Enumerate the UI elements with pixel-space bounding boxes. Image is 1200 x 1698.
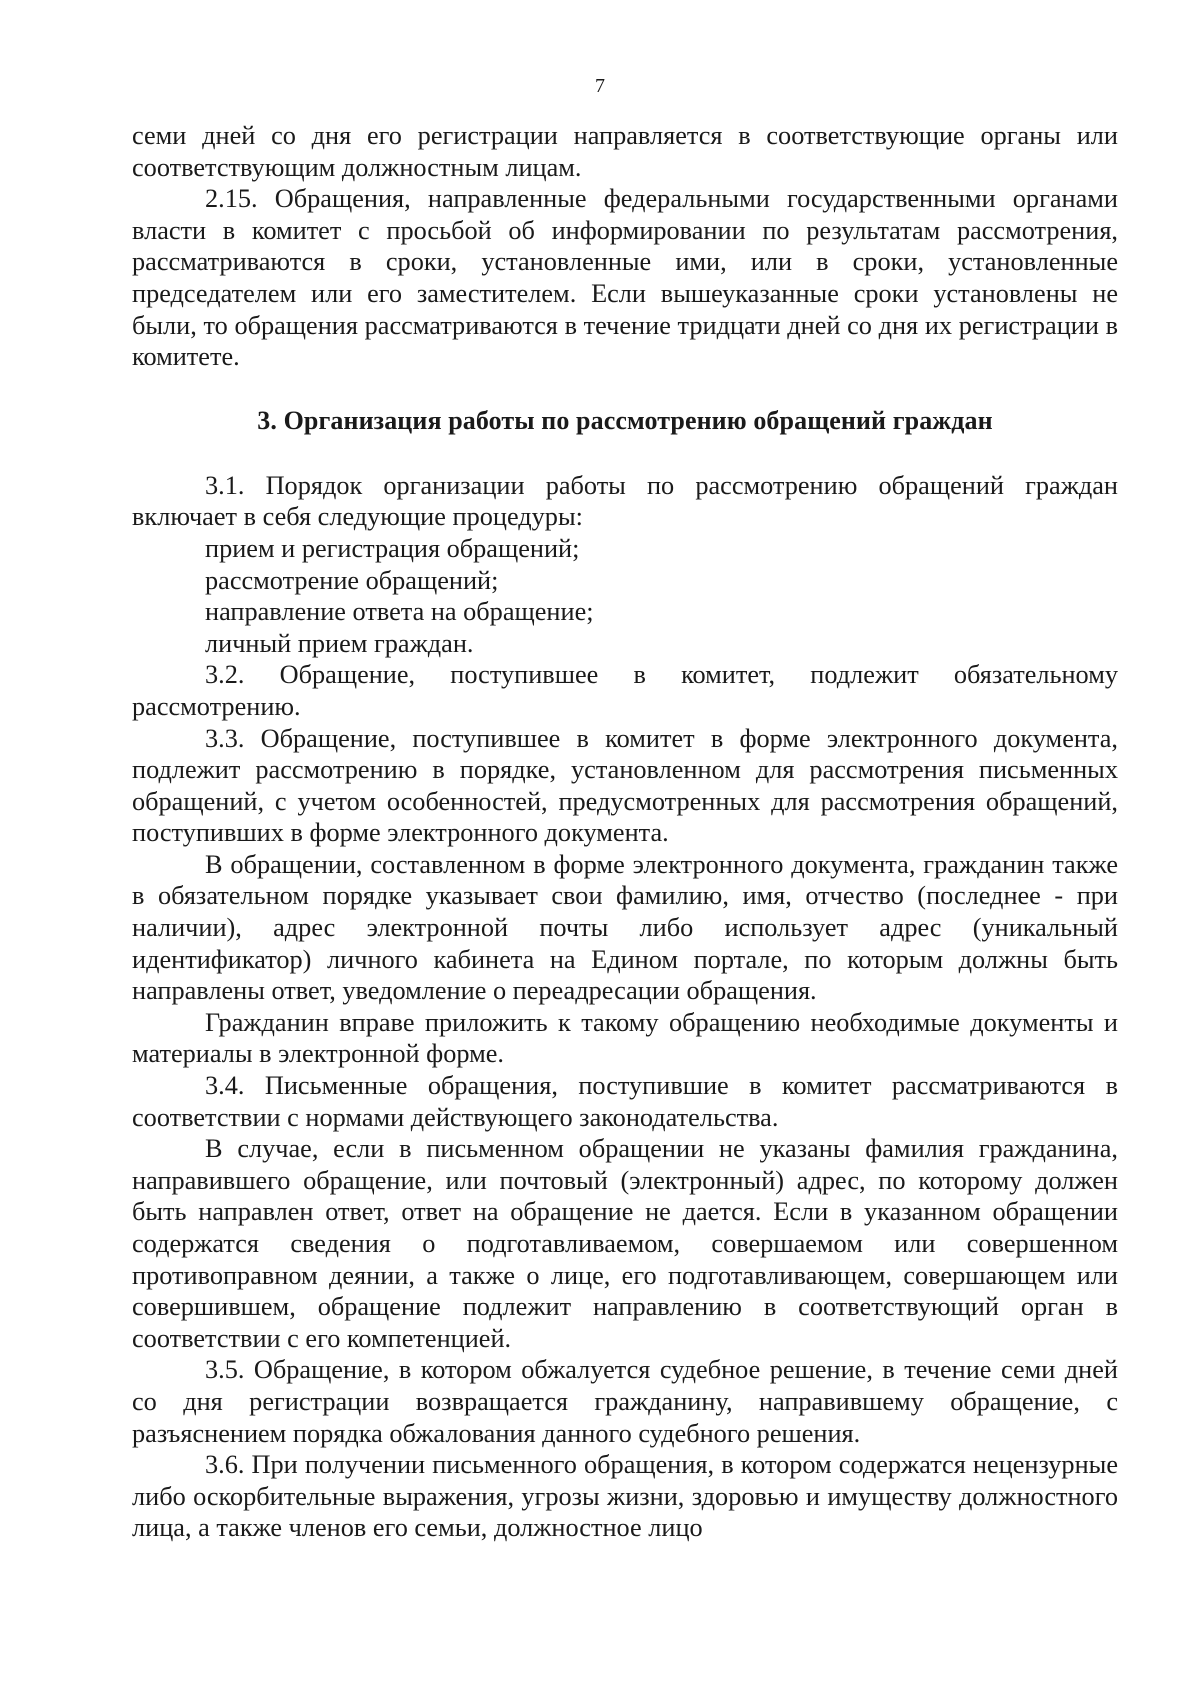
paragraph-electronic-document: В обращении, составленном в форме электронного документа, гражданин также в обязательном порядке указывает свои фамилию, имя, отчество (последнее - при наличии), адрес электронной почты либо использует адрес (уникальный идентификатор) личного кабинета на Едином портале, по которым должны быть направлены ответ, уведомление о переадресации обращения. [132, 849, 1118, 1006]
paragraph-missing-name: В случае, если в письменном обращении не указаны фамилия гражданина, направившего обращение, или почтовый (электронный) адрес, по которому должен быть направлен ответ, ответ на обращение не дается. Если в указанном обращении содержатся сведения о подготавливаемом, совершаемом или совершенном противоправном деянии, а также о лице, его подготавливающем, совершающем или совершившем, обращение подлежит направлению в соответствующий орган в соответствии с его компетенцией. [132, 1134, 1118, 1353]
procedure-item: личный прием граждан. [205, 628, 474, 658]
procedure-item: направление ответа на обращение; [205, 597, 594, 627]
paragraph-3-2: 3.2. Обращение, поступившее в комитет, подлежит обязательному рассмотрению. [132, 660, 1118, 721]
paragraph-3-3: 3.3. Обращение, поступившее в комитет в форме электронного документа, подлежит рассмотрению в порядке, установленном для рассмотрения письменных обращений, с учетом особенностей, предусмотренных для рассмотрения обращений, поступивших в форме электронного документа. [132, 723, 1118, 848]
procedure-item: рассмотрение обращений; [205, 565, 499, 595]
procedure-item: прием и регистрация обращений; [205, 533, 580, 563]
paragraph-attachments: Гражданин вправе приложить к такому обращению необходимые документы и материалы в электронной форме. [132, 1007, 1118, 1069]
paragraph-continuation: семи дней со дня его регистрации направляется в соответствующие органы или соответствующим должностным лицам. [132, 121, 1118, 182]
document-body [132, 120, 1118, 1544]
paragraph-3-6: 3.6. При получении письменного обращения, в котором содержатся нецензурные либо оскорбительные выражения, угрозы жизни, здоровью и имуществу должностного лица, а также членов его семьи, должностное лицо [132, 1450, 1118, 1543]
paragraph-3-5: 3.5. Обращение, в котором обжалуется судебное решение, в течение семи дней со дня регистрации возвращается гражданину, направившему обращение, с разъяснением порядка обжалования данного судебного решения. [132, 1355, 1118, 1448]
page-number: 7 [595, 75, 605, 97]
paragraph-3-1: 3.1. Порядок организации работы по рассмотрению обращений граждан включает в себя следующие процедуры: [132, 470, 1118, 532]
section-heading: 3. Организация работы по рассмотрению обращений граждан [257, 405, 993, 435]
paragraph-2-15: 2.15. Обращения, направленные федеральными государственными органами власти в комитет с просьбой об информировании по результатам рассмотрения, рассматриваются в сроки, установленные ими, или в сроки, установленные председателем или его заместителем. Если вышеуказанные сроки установлены не были, то обращения рассматриваются в течение тридцати дней со дня их регистрации в комитете. [132, 184, 1118, 372]
paragraph-3-4: 3.4. Письменные обращения, поступившие в комитет рассматриваются в соответствии с нормами действующего законодательства. [132, 1071, 1118, 1132]
